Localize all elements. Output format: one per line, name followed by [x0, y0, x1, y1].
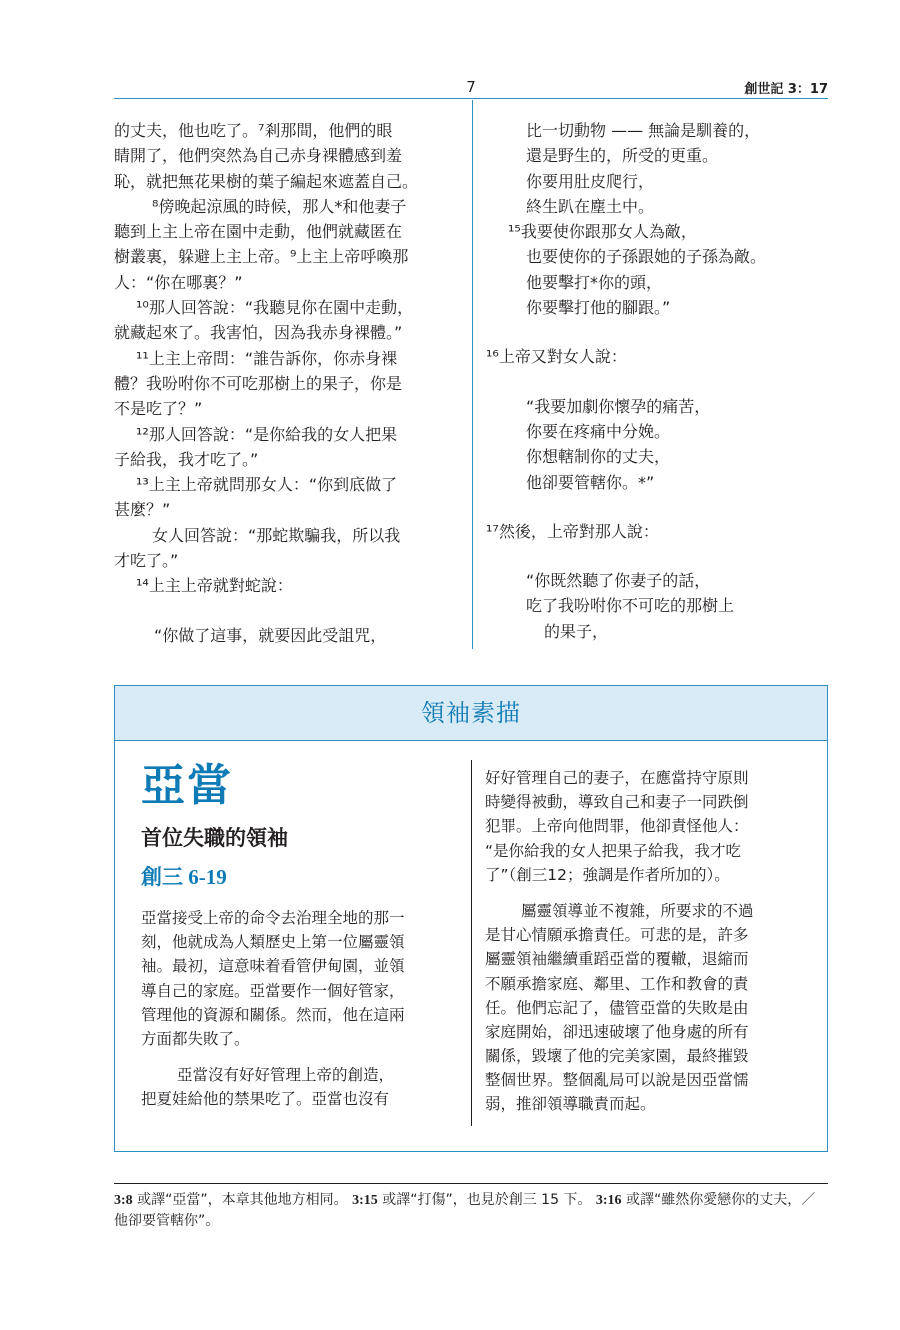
leader-profile-box	[114, 685, 828, 1152]
paragraph-gap	[486, 544, 836, 568]
text-line: “是你給我的女人把果子給我，我才吃	[485, 841, 742, 860]
running-head: 創世記 3：17	[744, 82, 828, 97]
text-line: 才吃了。”	[114, 551, 179, 571]
text-line: 你想轄制你的丈夫，	[526, 447, 671, 467]
box-header	[115, 686, 827, 741]
text-line: 聽到上主上帝在園中走動，他們就藏匿在	[114, 222, 403, 242]
leader-name: 亞當	[141, 760, 233, 811]
text-line: 好好管理自己的妻子，在應當持守原則	[485, 769, 749, 787]
paragraph-gap	[486, 370, 836, 394]
text-line: 的果子，	[544, 621, 609, 641]
text-line: ¹⁷然後，上帝對那人說：	[486, 521, 659, 541]
text-line: 樹叢裏，躲避上主上帝。⁹上主上帝呼喚那	[114, 247, 409, 267]
text-line: 人：“你在哪裏？”	[114, 272, 243, 292]
box-column-divider	[471, 760, 472, 1126]
text-line: 屬靈領導並不複雜，所要求的不過	[521, 901, 754, 920]
footnote-rule	[114, 1183, 828, 1184]
box-left-body	[141, 906, 459, 1112]
text-line: ¹²那人回答說：“是你給我的女人把果	[136, 424, 398, 444]
paragraph-gap	[486, 320, 836, 344]
text-line: 導自己的家庭。亞當要作一個好管家，	[141, 981, 405, 1000]
text-line: 袖。最初，這意味着看管伊甸園，並領	[141, 957, 405, 976]
text-line: 你要在疼痛中分娩。	[526, 421, 671, 441]
text-line: “你做了這事，就要因此受詛咒，	[154, 625, 387, 645]
footnote-text: 或譯“打傷”，也見於創三 15 下。	[377, 1192, 596, 1208]
text-line: ¹¹上主上帝問：“誰告訴你，你赤身裸	[136, 348, 398, 368]
text-line: “我要加劇你懷孕的痛苦，	[526, 396, 711, 416]
text-line: 是甘心情願承擔責任。可悲的是，許多	[485, 926, 749, 945]
text-line: 你要擊打他的腳跟。”	[526, 298, 671, 318]
text-line: 亞當沒有好好管理上帝的創造，	[177, 1066, 395, 1085]
text-line: 恥，就把無花果樹的葉子編起來遮蓋自己。	[114, 171, 419, 191]
text-line: 屬靈領袖繼續重蹈亞當的覆轍，退縮而	[485, 950, 749, 969]
text-line: 方面都失敗了。	[141, 1029, 250, 1048]
text-line: 刻，他就成為人類歷史上第一位屬靈領	[141, 933, 405, 952]
paragraph-gap	[114, 599, 462, 623]
text-line: 犯罪。上帝向他問罪，他卻責怪他人：	[485, 817, 749, 836]
left-column	[114, 118, 462, 648]
text-line: 任。他們忘記了，儘管亞當的失敗是由	[485, 998, 749, 1017]
right-column	[486, 118, 836, 644]
text-line: 了”（創三12；強調是作者所加的）。	[485, 865, 730, 884]
paragraph-gap	[141, 1051, 459, 1063]
text-line: ¹⁴上主上帝就對蛇說：	[136, 576, 293, 596]
footnote-text: 或譯“亞當”，本章其他地方相同。	[132, 1192, 353, 1208]
column-divider	[472, 100, 473, 649]
text-line: ¹⁰那人回答說：“我聽見你在園中走動，	[136, 298, 414, 318]
text-line: 比一切動物 —— 無論是馴養的，	[526, 121, 761, 140]
text-line: 關係，毀壞了他的完美家園，最終摧毀	[485, 1047, 749, 1066]
leader-subtitle: 首位失職的領袖	[141, 826, 288, 850]
text-line: ¹⁵我要使你跟那女人為敵，	[508, 222, 697, 242]
text-line: 不願承擔家庭、鄰里、工作和教會的責	[485, 974, 749, 993]
text-line: 管理他的資源和關係。然而，他在這兩	[141, 1005, 405, 1024]
text-line: 時變得被動，導致自己和妻子一同跌倒	[485, 793, 749, 812]
text-line: “你既然聽了你妻子的話，	[526, 571, 711, 591]
text-line: ⁸傍晚起涼風的時候，那人*和他妻子	[152, 196, 407, 216]
text-line: 他要擊打*你的頭，	[526, 272, 663, 292]
text-line: 吃了我吩咐你不可吃的那樹上	[526, 596, 735, 616]
text-line: 把夏娃給他的禁果吃了。亞當也沒有	[141, 1090, 390, 1109]
text-line: 也要使你的子孫跟她的子孫為敵。	[526, 247, 767, 267]
footnote-text: 或譯“雖然你愛戀你的丈夫，／ 他卻要管轄你”。	[114, 1192, 816, 1229]
box-right-column	[485, 766, 803, 1117]
text-line: 甚麼？”	[114, 500, 171, 520]
paragraph-gap	[485, 887, 803, 899]
text-line: 不是吃了？”	[114, 399, 203, 419]
text-line: 子給我，我才吃了。”	[114, 449, 259, 469]
text-line: 就藏起來了。我害怕，因為我赤身裸體。”	[114, 323, 403, 343]
box-title: 領袖素描	[421, 699, 521, 727]
footnote-ref: 3:15	[352, 1193, 378, 1208]
page-number: 7	[466, 78, 476, 96]
text-line: ¹⁶上帝又對女人說：	[486, 347, 627, 367]
page-header	[114, 70, 828, 99]
text-line: 女人回答說：“那蛇欺騙我，所以我	[152, 525, 401, 545]
text-line: 亞當接受上帝的命令去治理全地的那一	[141, 909, 405, 927]
text-line: 的丈夫，他也吃了。⁷剎那間，他們的眼	[114, 121, 393, 140]
box-left-column	[141, 756, 459, 1112]
paragraph-gap	[486, 495, 836, 519]
text-line: 他卻要管轄你。*”	[526, 472, 655, 492]
text-line: 你要用肚皮爬行，	[526, 171, 655, 191]
text-line: 終生趴在塵土中。	[526, 196, 655, 216]
text-line: 睛開了，他們突然為自己赤身裸體感到羞	[114, 146, 403, 166]
scripture-reference: 創三 6-19	[141, 865, 227, 889]
footnotes	[114, 1190, 828, 1231]
text-line: ¹³上主上帝就問那女人：“你到底做了	[136, 475, 398, 495]
footnote-ref: 3:8	[114, 1193, 133, 1208]
footnote-ref: 3:16	[595, 1193, 622, 1208]
text-line: 整個世界。整個亂局可以說是因亞當懦	[485, 1071, 749, 1090]
text-line: 家庭開始，卻迅速破壞了他身處的所有	[485, 1022, 749, 1041]
text-line: 體？我吩咐你不可吃那樹上的果子，你是	[114, 373, 403, 393]
text-line: 弱，推卻領導職責而起。	[485, 1095, 656, 1114]
text-line: 還是野生的，所受的更重。	[526, 146, 719, 166]
